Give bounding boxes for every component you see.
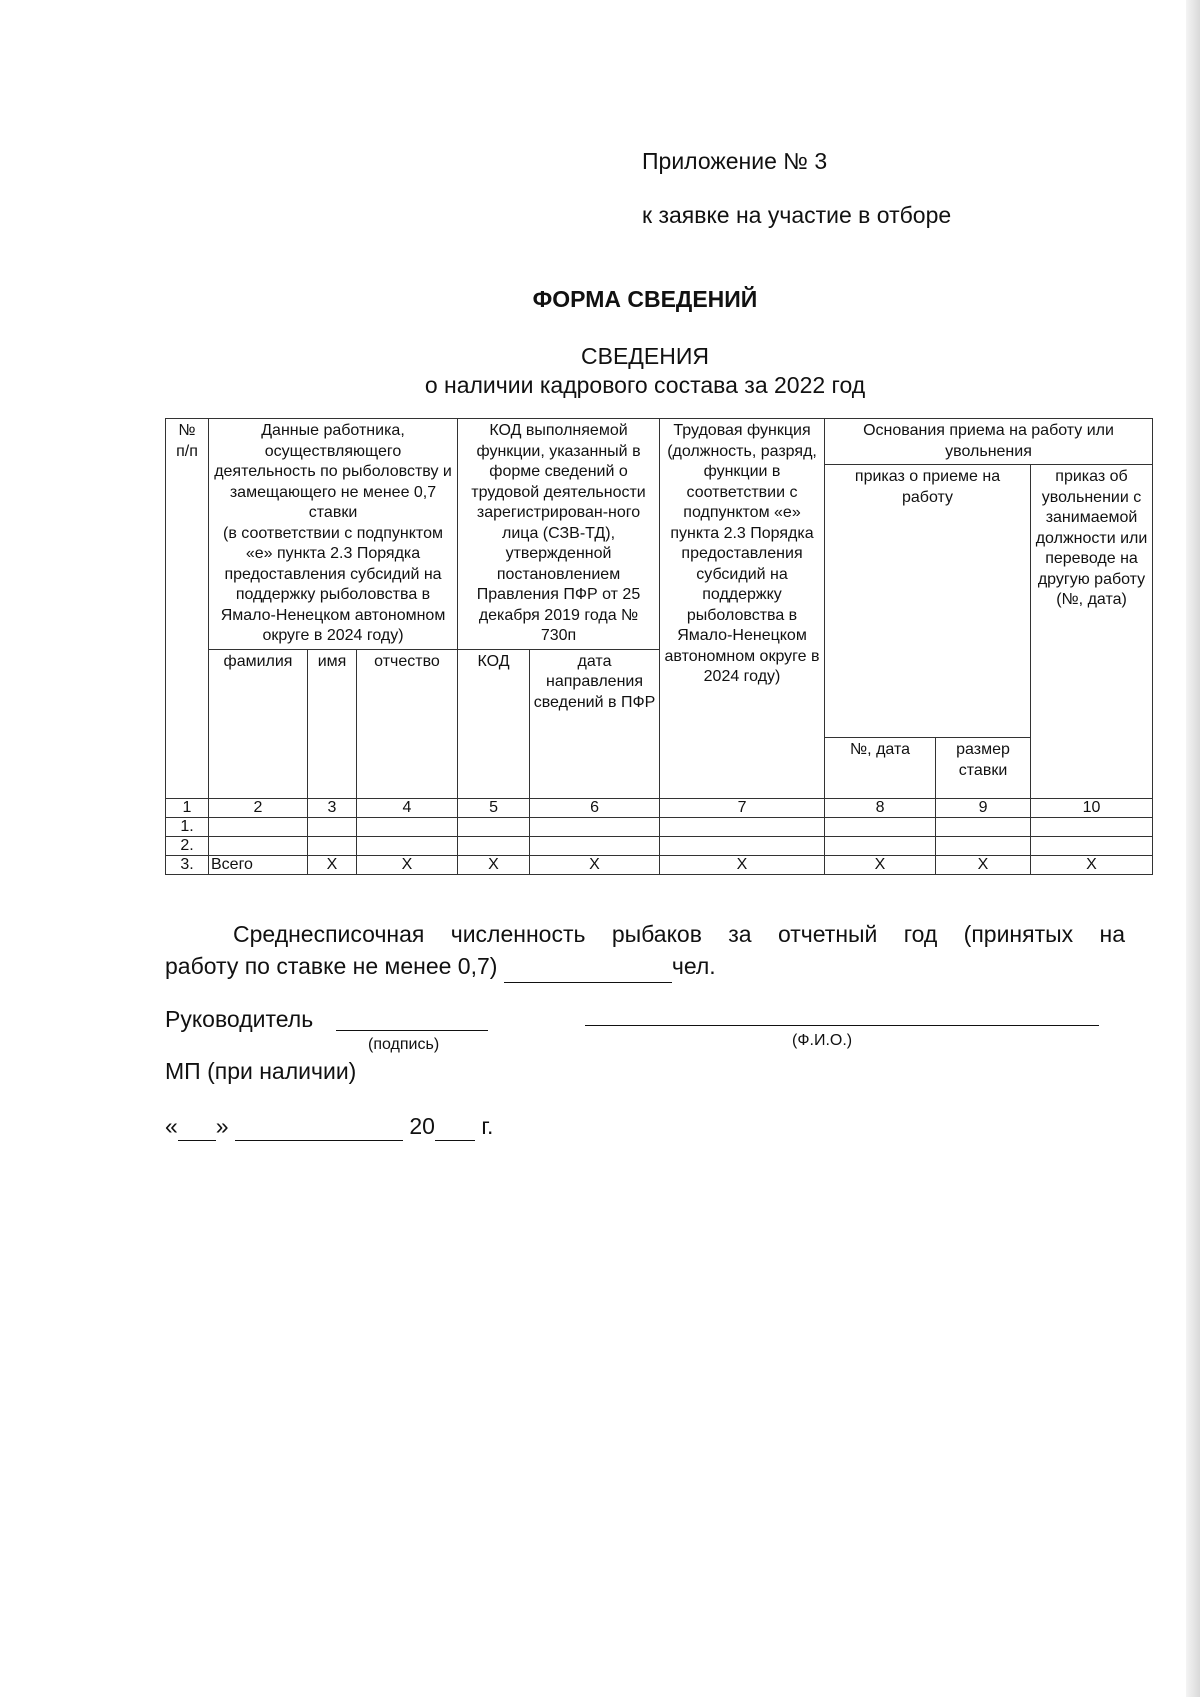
column-number: 4 [357, 799, 458, 818]
header-rate: размер ставки [936, 738, 1031, 799]
paragraph-line: Среднесписочная численность рыбаков за отчетный год (принятых на [233, 921, 1125, 947]
table-cell [458, 818, 530, 837]
table-cell [530, 837, 660, 856]
stamp-label: МП (при наличии) [165, 1058, 357, 1084]
column-number: 6 [530, 799, 660, 818]
table-cell [209, 837, 308, 856]
table-cell: 2. [166, 837, 209, 856]
table-cell: Х [1031, 856, 1153, 875]
date-line [165, 1113, 493, 1141]
table-cell: Х [936, 856, 1031, 875]
header-name: имя [308, 649, 357, 799]
manager-label: Руководитель [165, 1006, 314, 1032]
table-row-total [166, 856, 1153, 875]
table-cell [530, 818, 660, 837]
column-number: 9 [936, 799, 1031, 818]
table-cell: Х [825, 856, 936, 875]
column-number: 2 [209, 799, 308, 818]
document-subtitle: о наличии кадрового состава за 2022 год [424, 372, 866, 398]
table-cell: Х [660, 856, 825, 875]
table-cell [308, 818, 357, 837]
column-number: 7 [660, 799, 825, 818]
header-hire-order: приказ о приеме на работу [825, 465, 1031, 738]
table-cell [209, 818, 308, 837]
table-cell [458, 837, 530, 856]
signature-caption: (подпись) [368, 1036, 440, 1053]
table-cell [357, 818, 458, 837]
header-labor-function: Трудовая функция (должность, разряд, функции в соответствии с подпунктом «е» пункта 2.3 Порядка предоставления субсидий на поддержку рыболовства в Ямало-Ненецком автономном округе в 2024 году) [660, 419, 825, 799]
table-cell [1031, 837, 1153, 856]
appendix-subtitle: к заявке на участие в отборе [642, 202, 952, 228]
header-number-date: №, дата [825, 738, 936, 799]
paragraph-line: работу по ставке не менее 0,7) [165, 953, 498, 979]
header-date-sent: дата направления сведений в ПФР [530, 649, 660, 799]
column-number: 10 [1031, 799, 1153, 818]
table-cell: Х [357, 856, 458, 875]
header-function-code: КОД выполняемой функции, указанный в форме сведений о трудовой деятельности зарегистрирован-ного лица (СЗВ-ТД), утвержденной постановлением Правления ПФР от 25 декабря 2019 года № 730п [458, 419, 660, 650]
header-worker-data: Данные работника, осуществляющего деятельность по рыболовству и замещающего не менее 0,7 ставки (в соответствии с подпунктом «е» пункта 2.3 Порядка предоставления субсидий на поддержку рыболовства в Ямало-Ненецком автономном округе в 2024 году) [209, 419, 458, 650]
table-cell [308, 837, 357, 856]
close-quote: » [215, 1113, 229, 1139]
header-kod: КОД [458, 649, 530, 799]
unit-label: чел. [671, 953, 716, 979]
appendix-title: Приложение № 3 [642, 148, 828, 174]
headcount-blank[interactable] [504, 950, 672, 983]
header-dismiss-order: приказ об увольнении с занимаемой должности или переводе на другую работу (№, дата) [1031, 465, 1153, 799]
header-patronymic: отчество [357, 649, 458, 799]
header-hiring-basis: Основания приема на работу или увольнения [825, 419, 1153, 465]
year-prefix: 20 [409, 1113, 435, 1139]
year-suffix: г. [481, 1113, 494, 1139]
table-cell [936, 837, 1031, 856]
total-label: Всего [209, 856, 308, 875]
table-cell [825, 837, 936, 856]
table-cell: Х [458, 856, 530, 875]
column-number: 1 [166, 799, 209, 818]
document-title: СВЕДЕНИЯ [581, 343, 709, 369]
table-cell [1031, 818, 1153, 837]
table-row [166, 837, 1153, 856]
day-blank[interactable] [178, 1113, 216, 1141]
table-cell: 3. [166, 856, 209, 875]
average-headcount-paragraph [165, 918, 1125, 983]
signature-blank[interactable] [336, 1030, 488, 1031]
column-number: 3 [308, 799, 357, 818]
year-blank[interactable] [435, 1113, 475, 1141]
table-cell [936, 818, 1031, 837]
month-blank[interactable] [235, 1113, 403, 1141]
table-cell: 1. [166, 818, 209, 837]
full-name-caption: (Ф.И.О.) [792, 1032, 853, 1049]
form-title: ФОРМА СВЕДЕНИЙ [532, 286, 758, 312]
table-cell [825, 818, 936, 837]
open-quote: « [165, 1113, 178, 1139]
column-number-row [166, 799, 1153, 818]
column-number: 8 [825, 799, 936, 818]
staff-table [165, 418, 1153, 875]
column-number: 5 [458, 799, 530, 818]
table-cell [357, 837, 458, 856]
table-cell: Х [308, 856, 357, 875]
table-cell [660, 818, 825, 837]
header-number: № п/п [166, 419, 209, 799]
table-row [166, 818, 1153, 837]
scan-edge [1186, 0, 1200, 1697]
table-cell: Х [530, 856, 660, 875]
header-surname: фамилия [209, 649, 308, 799]
full-name-blank[interactable] [585, 1025, 1099, 1026]
table-cell [660, 837, 825, 856]
